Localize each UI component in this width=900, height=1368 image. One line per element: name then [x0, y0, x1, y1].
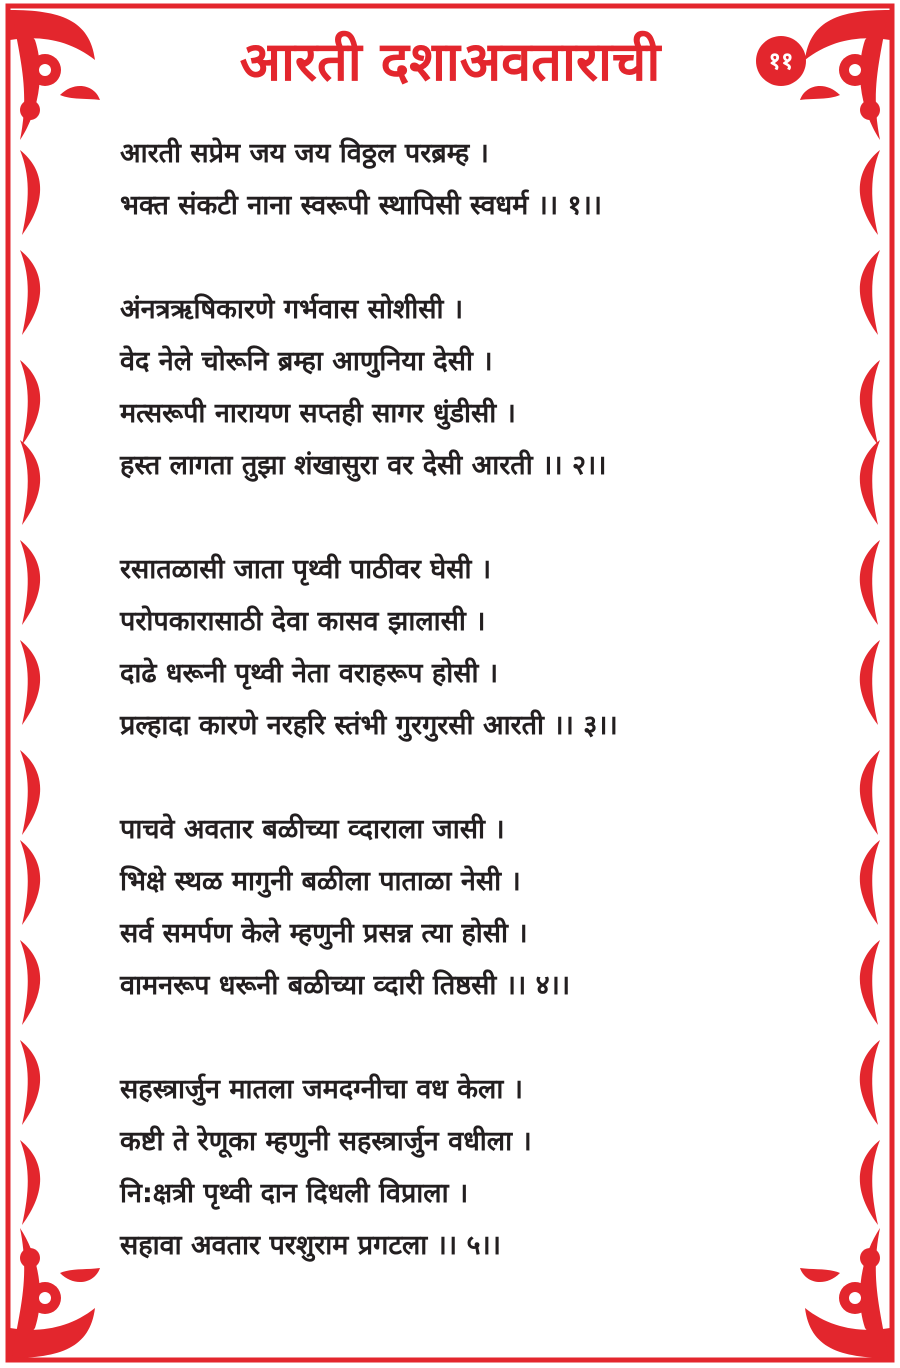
verse-line: आरती सप्रेम जय जय विठ्ठल परब्रम्ह ।: [120, 138, 489, 169]
verse-line: रसातळासी जाता पृथ्वी पाठीवर घेसी ।: [120, 554, 492, 585]
verse-line: परोपकारासाठी देवा कासव झालासी ।: [120, 606, 486, 637]
scroll-flourish-icon: [860, 150, 880, 235]
scroll-flourish-icon: [20, 750, 40, 835]
scroll-flourish-icon: [860, 940, 880, 1025]
stanza-4: [120, 804, 780, 1012]
scroll-flourish-icon: [860, 540, 880, 625]
page-number-badge: ११: [756, 36, 806, 86]
corner-flower-bottom-left-icon: [10, 1228, 100, 1358]
scroll-flourish-icon: [20, 150, 40, 235]
scroll-flourish-icon: [20, 360, 40, 445]
stanza-1: [120, 128, 780, 232]
stanza-2: [120, 284, 780, 492]
verse-line: प्रल्हादा कारणे नरहरि स्तंभी गुरगुरसी आरती ।। ३।।: [120, 710, 618, 741]
page-title: आरती दशाअवताराची: [239, 30, 661, 93]
stanza-5: [120, 1064, 780, 1272]
scroll-flourish-icon: [20, 440, 40, 525]
scroll-flourish-icon: [860, 640, 880, 725]
verse-line: भक्त संकटी नाना स्वरूपी स्थापिसी स्वधर्म ।। १।।: [120, 190, 603, 221]
scroll-flourish-icon: [860, 1040, 880, 1125]
scroll-flourish-icon: [860, 840, 880, 925]
verse-line: वेद नेले चोरूनि ब्रम्हा आणुनिया देसी ।: [120, 346, 493, 377]
scroll-flourish-icon: [20, 540, 40, 625]
corner-flower-top-left-icon: [10, 10, 100, 140]
verse-line: नि:क्षत्री पृथ्वी दान दिधली विप्राला ।: [120, 1178, 469, 1209]
verse-line: वामनरूप धरूनी बळीच्या व्दारी तिष्ठसी ।। ४।।: [120, 970, 571, 1001]
verse-line: सर्व समर्पण केले म्हणुनी प्रसन्न त्या होसी ।: [120, 918, 528, 949]
scroll-flourish-icon: [20, 1140, 40, 1225]
scroll-flourish-icon: [20, 250, 40, 335]
verse-line: भिक्षे स्थळ मागुनी बळीला पाताळा नेसी ।: [120, 866, 521, 897]
left-scroll-ornaments: [20, 150, 40, 1225]
scroll-flourish-icon: [20, 1040, 40, 1125]
scroll-flourish-icon: [860, 360, 880, 445]
stanza-3: [120, 544, 780, 752]
verse-line: दाढे धरूनी पृथ्वी नेता वराहरूप होसी ।: [120, 658, 499, 689]
right-scroll-ornaments: [860, 150, 880, 1225]
verse-line: मत्सरूपी नारायण सप्तही सागर धुंडीसी ।: [120, 398, 516, 429]
scroll-flourish-icon: [20, 840, 40, 925]
scroll-flourish-icon: [860, 440, 880, 525]
scroll-flourish-icon: [20, 940, 40, 1025]
scroll-flourish-icon: [860, 1140, 880, 1225]
scroll-flourish-icon: [20, 640, 40, 725]
verse-line: अंनत्रऋषिकारणे गर्भवास सोशीसी ।: [120, 294, 464, 325]
verse-line: हस्त लागता तुझा शंखासुरा वर देसी आरती ।। २।।: [120, 450, 607, 481]
scroll-flourish-icon: [860, 250, 880, 335]
verse-line: पाचवे अवतार बळीच्या व्दाराला जासी ।: [120, 814, 505, 845]
scroll-flourish-icon: [860, 750, 880, 835]
aarti-verses: [120, 128, 780, 1324]
verse-line: सहस्त्रार्जुन मातला जमदग्नीचा वध केला ।: [120, 1074, 523, 1105]
corner-flower-top-right-icon: [800, 10, 890, 140]
verse-line: कष्टी ते रेणूका म्हणुनी सहस्त्रार्जुन वधीला ।: [120, 1126, 532, 1157]
corner-flower-bottom-right-icon: [800, 1228, 890, 1358]
verse-line: सहावा अवतार परशुराम प्रगटला ।। ५।।: [120, 1230, 502, 1261]
